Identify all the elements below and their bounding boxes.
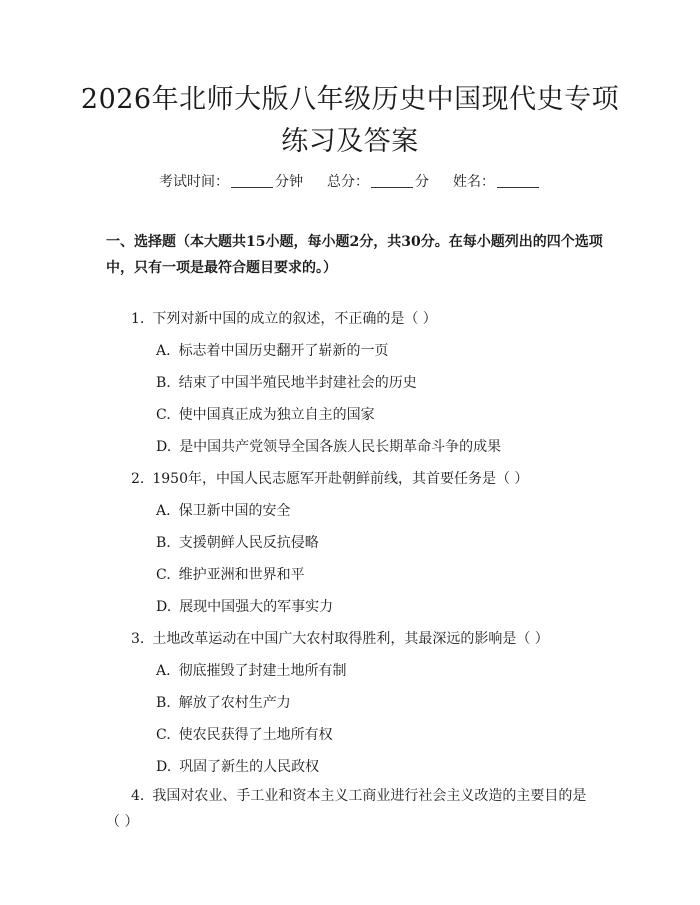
option-text: 彻底摧毁了封建土地所有制 [178,663,347,679]
option-label: B. [156,375,171,391]
option-text: 保卫新中国的安全 [178,503,291,519]
option-label: A. [156,663,171,679]
option-1a [156,341,389,361]
name-label: 姓名： [453,174,495,190]
option-text: 使农民获得了土地所有权 [178,727,333,743]
option-text: 标志着中国历史翻开了崭新的一页 [178,343,389,359]
section-heading: 一、选择题（本大题共15小题，每小题2分，共30分。在每小题列出的四个选项中，只有一项是最符合题目要求的。） [106,234,603,276]
question-text: 我国对农业、手工业和资本主义工商业进行社会主义改造的主要目的是（ ） [106,788,587,830]
option-text: 使中国真正成为独立自主的国家 [178,407,375,423]
question-number: 2. [131,471,145,487]
question-number: 3. [131,631,145,647]
option-1b [156,373,417,393]
time-label: 考试时间： [159,174,229,190]
option-label: B. [156,695,171,711]
score-unit: 分 [415,174,429,190]
total-score-field [327,171,429,191]
question-text: 下列对新中国的成立的叙述，不正确的是（ ） [152,311,437,327]
option-label: A. [156,343,171,359]
page-title: 2026年北师大版八年级历史中国现代史专项 [80,84,620,115]
option-1d [156,437,501,457]
score-label: 总分： [327,174,369,190]
student-name-field [453,171,541,191]
option-3b [156,693,291,713]
option-label: C. [156,567,171,583]
question-number: 4. [131,788,145,804]
option-2c [156,565,305,585]
option-2a [156,501,291,521]
option-text: 结束了中国半殖民地半封建社会的历史 [178,375,417,391]
question-1 [131,309,437,329]
exam-time-field [159,171,303,191]
option-label: C. [156,727,171,743]
option-3d [156,757,319,777]
question-4 [106,783,596,835]
option-1c [156,405,375,425]
score-blank [371,174,413,188]
option-2d [156,597,333,617]
name-blank [497,174,539,188]
question-text: 1950年，中国人民志愿军开赴朝鲜前线，其首要任务是（ ） [152,471,529,487]
time-blank [231,174,273,188]
option-3c [156,725,333,745]
time-unit: 分钟 [275,174,303,190]
option-label: B. [156,535,171,551]
page-title-line2: 练习及答案 [281,126,419,157]
option-text: 展现中国强大的军事实力 [179,599,334,615]
option-label: C. [156,407,171,423]
option-label: D. [156,439,172,455]
option-text: 巩固了新生的人民政权 [179,759,320,775]
option-3a [156,661,347,681]
option-label: A. [156,503,171,519]
option-text: 是中国共产党领导全国各族人民长期革命斗争的成果 [179,439,502,455]
option-label: D. [156,599,172,615]
question-2 [131,469,528,489]
question-text: 土地改革运动在中国广大农村取得胜利，其最深远的影响是（ ） [152,631,549,647]
option-text: 解放了农村生产力 [178,695,291,711]
option-label: D. [156,759,172,775]
exam-info-row [0,171,700,191]
option-text: 支援朝鲜人民反抗侵略 [178,535,319,551]
question-3 [131,629,549,649]
option-text: 维护亚洲和世界和平 [178,567,305,583]
question-number: 1. [131,311,145,327]
option-2b [156,533,319,553]
